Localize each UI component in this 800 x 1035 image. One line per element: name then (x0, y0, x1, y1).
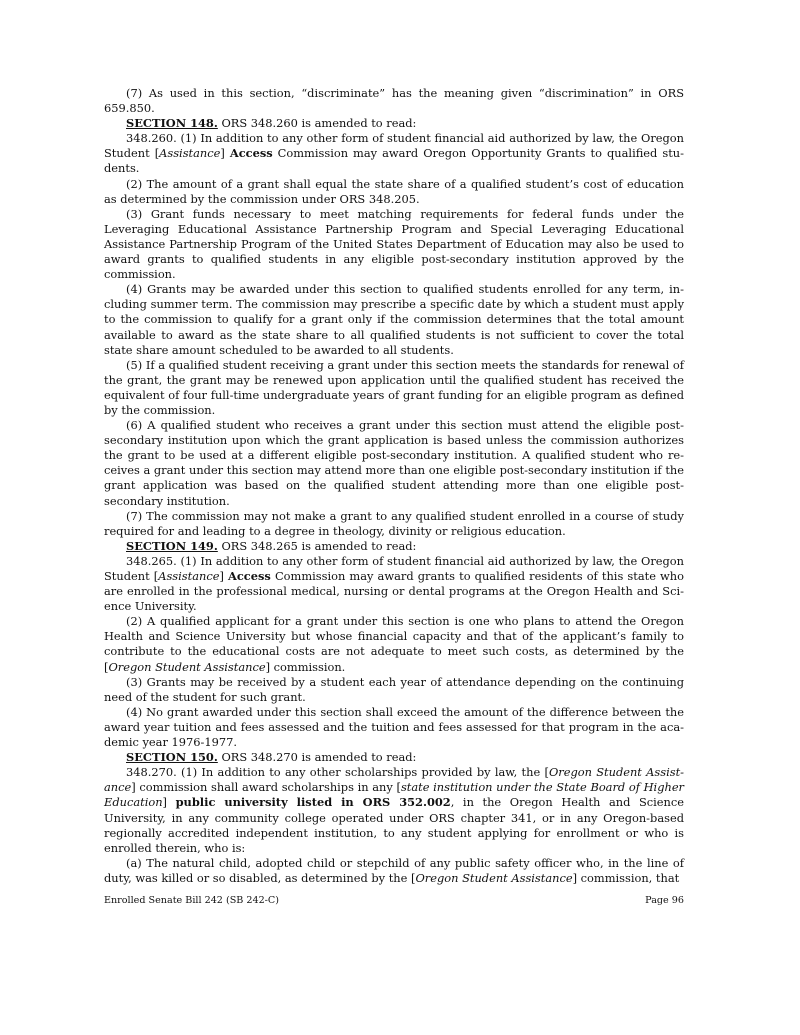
document-body (104, 86, 684, 886)
section-text: ORS 348.270 is amended to read: (217, 750, 417, 765)
paragraph (104, 856, 684, 886)
deleted-text: Assistance (158, 569, 220, 583)
inserted-text: Access (228, 569, 271, 583)
paragraph: (5) If a qualified student receiving a grant under this section meets the standards for renewal of the grant, the grant may be renewed upon application until the qualified student has received the equivalent of four full-time undergraduate years of grant funding for an eligible program as defined by the commission. (104, 357, 684, 417)
paragraph: (4) Grants may be awarded under this section to qualified students enrolled for any term, including summer term. The commission may prescribe a specific date by which a student must apply to the commission to qualify for a grant only if the commission determines that the total amount available to award as the state share to all qualified students is not sufficient to cover the total state share amount scheduled to be awarded to all students. (104, 282, 684, 357)
section-148-heading (104, 116, 684, 131)
paragraph: (7) As used in this section, “discriminate” has the meaning given “discrimination” in ORS 659.850. (104, 86, 684, 116)
section-149-heading (104, 539, 684, 554)
paragraph (104, 765, 684, 856)
paragraph: (6) A qualified student who receives a grant under this section must attend the eligible postsecondary institution upon which the grant application is based unless the commission authorizes the grant to be used at a different eligible post-secondary institution. A qualified student who receives a grant under this section may attend more than one eligible post-secondary institution if the grant application was based on the qualified student attending more than one eligible post-secondary institution. (104, 418, 684, 508)
text: ] (220, 146, 230, 161)
section-number: SECTION 149. (126, 538, 218, 553)
paragraph: (3) Grant funds necessary to meet matching requirements for federal funds under the Leveraging Educational Assistance Partnership Program and Special Leveraging Educational Assistance Partnership Program of the United States Department of Education may also be used to award grants to qualified students in any eligible post-secondary institution approved by the commission. (104, 206, 684, 282)
deleted-text: Oregon Student Assistance (415, 870, 573, 885)
inserted-text: public university listed in ORS 352.002 (175, 795, 451, 810)
section-150-heading (104, 750, 684, 765)
text: Commission may award grants to qualified residents of this state who are enrolled in the professional medical, nursing or dental programs at the Oregon Health and Science University. (104, 569, 684, 614)
text: ] (162, 795, 176, 810)
bill-identifier: Enrolled Senate Bill 242 (SB 242-C) (104, 895, 279, 906)
deleted-text: Assistance (159, 146, 221, 161)
text: 348.270. (1) In addition to any other scholarships provided by law, the [ (126, 765, 549, 780)
text: Commission may award Oregon Opportunity Grants to qualified students. (104, 146, 684, 176)
section-number: SECTION 148. (126, 116, 218, 131)
text: , in the Oregon Health and Science University, in any community college operated under ORS chapter 341, or in any Oregon-based regionally accredited independent institution, to any student applying for enrollment or who is enrolled therein, who is: (104, 795, 684, 855)
paragraph (104, 131, 684, 176)
inserted-text: Access (229, 146, 273, 161)
paragraph: (4) No grant awarded under this section shall exceed the amount of the difference between the award year tuition and fees assessed and the tuition and fees assessed for that program in the academic year 1976-1977. (104, 704, 684, 750)
section-text: ORS 348.265 is amended to read: (217, 538, 417, 553)
page-footer (104, 895, 684, 906)
paragraph (104, 614, 684, 674)
deleted-text: Oregon Student Assistance (104, 765, 685, 795)
paragraph: (3) Grants may be received by a student each year of attendance depending on the continuing need of the student for such grant. (104, 674, 684, 704)
section-text: ORS 348.260 is amended to read: (217, 116, 417, 131)
text: ] commission, that (572, 870, 680, 885)
paragraph (104, 554, 684, 614)
paragraph: (7) The commission may not make a grant to any qualified student enrolled in a course of study required for and leading to a degree in theology, divinity or religious education. (104, 508, 684, 538)
text: ] commission. (265, 659, 346, 674)
section-number: SECTION 150. (126, 750, 218, 765)
deleted-text: state institution under the State Board of Higher Education (104, 780, 685, 810)
text: ] commission shall award scholarships in any [ (131, 780, 401, 795)
text: ] (219, 569, 229, 583)
deleted-text: Oregon Student Assistance (108, 659, 266, 674)
paragraph: (2) The amount of a grant shall equal the state share of a qualified student’s cost of education as determined by the commission under ORS 348.205. (104, 176, 684, 206)
text: 348.260. (1) In addition to any other form of student financial aid authorized by law, the Oregon Student [ (104, 131, 684, 161)
text: (2) A qualified applicant for a grant under this section is one who plans to attend the Oregon Health and Science University but whose financial capacity and that of the applicant’s family to contribute to the educational costs are not adequate to meet such costs, as determined by the [ (104, 614, 684, 674)
text: 348.265. (1) In addition to any other form of student financial aid authorized by law, the Oregon Student [ (104, 553, 684, 583)
text: (a) The natural child, adopted child or stepchild of any public safety officer who, in the line of duty, was killed or so disabled, as determined by the [ (104, 855, 684, 885)
page-number: Page 96 (645, 895, 684, 906)
